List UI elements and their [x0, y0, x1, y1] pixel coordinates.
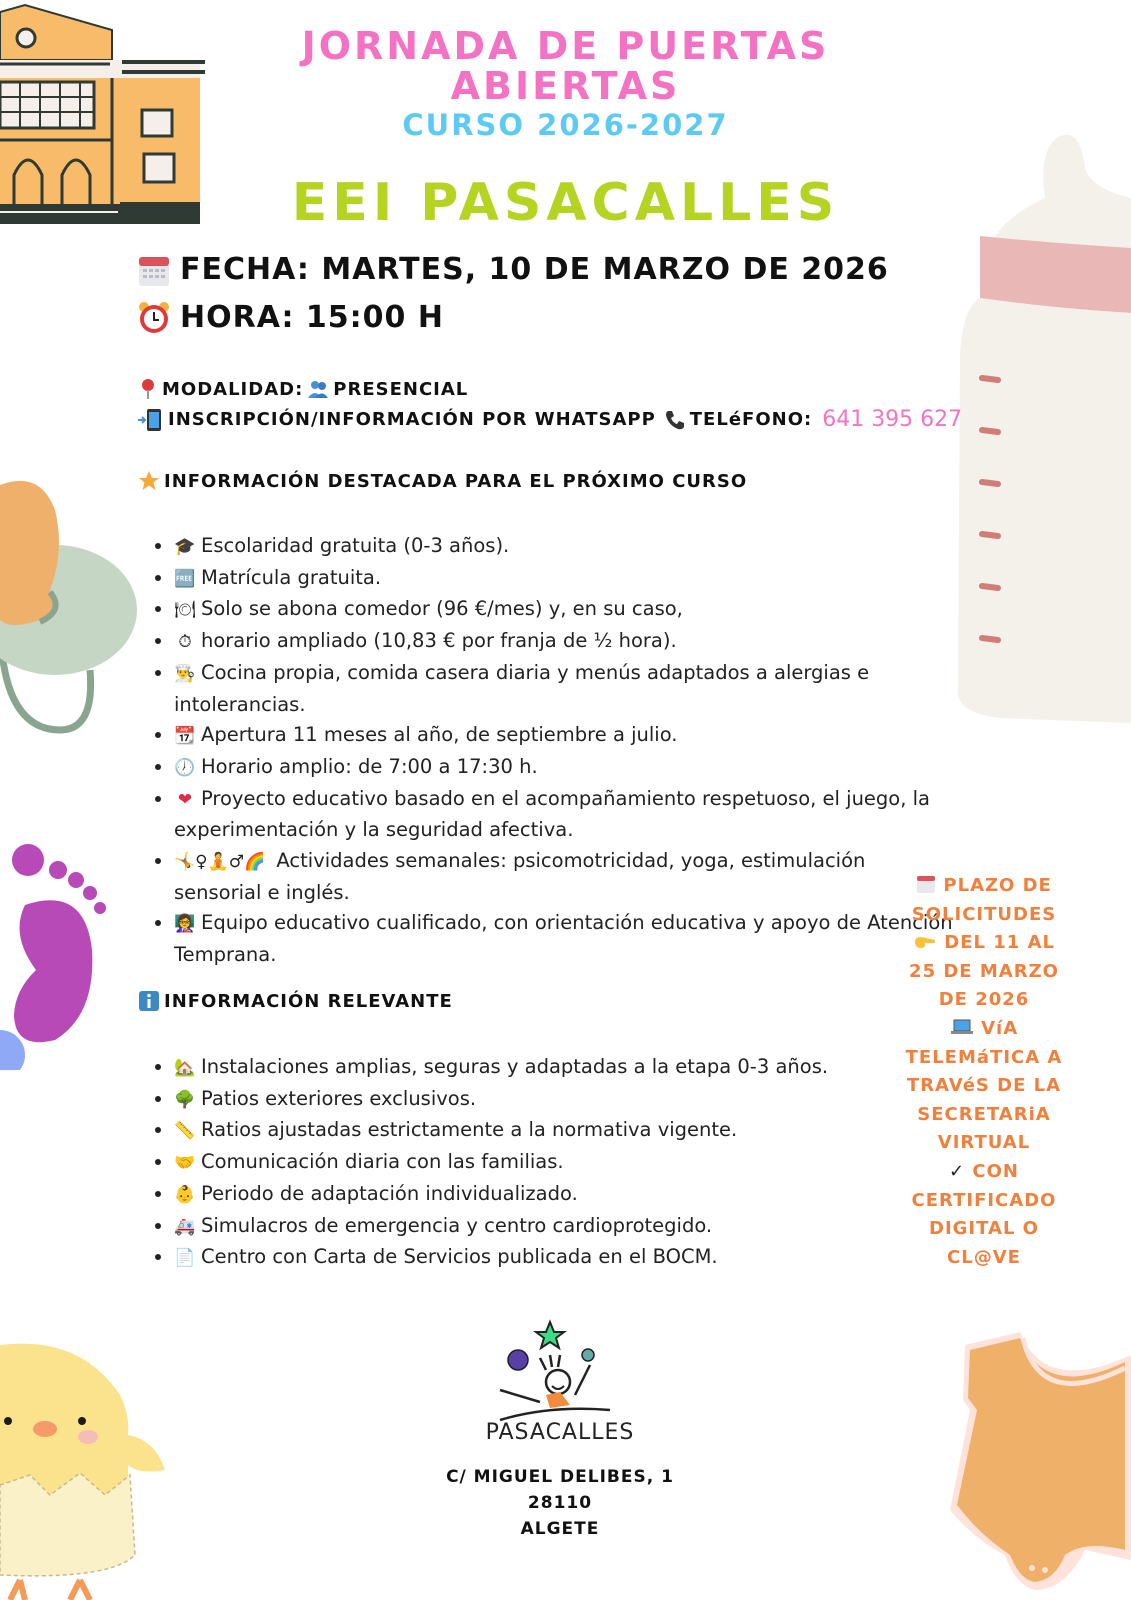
heart-icon: ❤	[177, 789, 193, 810]
highlight-heading-text: INFORMACIÓN DESTACADA PARA EL PRÓXIMO CURSO	[164, 470, 748, 492]
alarm-clock-icon	[138, 301, 170, 335]
inscription-text: INSCRIPCIÓN/INFORMACIÓN POR WHATSAPP	[168, 409, 656, 430]
activities-icons: 🤸♀🧘♂🌈	[174, 852, 266, 873]
school-name: EEI PASACALLES	[291, 173, 840, 233]
calendar-icon	[138, 253, 170, 287]
event-time	[138, 300, 444, 335]
event-date	[138, 252, 889, 287]
address-street: C/ MIGUEL DELIBES, 1	[446, 1467, 674, 1487]
cutlery-icon: 🍽	[174, 600, 196, 621]
list-item	[174, 1115, 874, 1147]
list-item	[174, 908, 954, 970]
ruler-icon: 📏	[174, 1121, 196, 1142]
list-item-text: Instalaciones amplias, seguras y adaptadas a la etapa 0-3 años.	[201, 1055, 829, 1078]
list-item	[174, 1179, 874, 1211]
people-icon	[307, 379, 329, 399]
list-item	[174, 846, 954, 908]
list-item	[174, 531, 954, 563]
list-item	[174, 784, 954, 846]
list-item-text: Simulacros de emergencia y centro cardioprotegido.	[201, 1213, 713, 1237]
document-icon: 📄	[174, 1248, 196, 1269]
pacifier-illustration	[0, 460, 140, 740]
list-item-text: Solo se abona comedor (96 €/mes) y, en su caso,	[201, 597, 683, 621]
list-item	[174, 594, 954, 626]
event-title-line2: ABIERTAS	[450, 64, 681, 108]
list-item-text: Escolaridad gratuita (0-3 años).	[201, 534, 510, 557]
list-item	[174, 1147, 874, 1179]
list-item	[174, 752, 954, 784]
phone-icon	[664, 409, 686, 431]
pin-icon	[138, 378, 158, 400]
baby-footprint-illustration	[0, 840, 110, 1070]
inscription-info	[138, 407, 962, 432]
list-item-text: Matrícula gratuita.	[201, 565, 382, 589]
deadline-dates: DEL 11 AL 25 DE MARZO DE 2026	[909, 932, 1059, 1011]
stopwatch-icon: ⏱	[178, 632, 192, 653]
list-item-text: horario ampliado (10,83 € por franja de ½ hora).	[201, 629, 677, 653]
ambulance-icon: 🚑	[174, 1216, 196, 1237]
list-item-text: Ratios ajustadas estrictamente a la normativa vigente.	[201, 1118, 738, 1142]
checkmark-icon: ✓	[949, 1160, 966, 1182]
application-deadline	[898, 872, 1070, 1272]
event-date-text: FECHA: MARTES, 10 DE MARZO DE 2026	[180, 252, 889, 287]
list-item	[174, 626, 954, 658]
deadline-title: PLAZO DE SOLICITUDES	[911, 875, 1057, 925]
star-icon	[138, 470, 160, 492]
tree-icon: 🌳	[174, 1089, 196, 1110]
info-icon	[138, 990, 160, 1012]
phone-label: TELéFONO:	[689, 409, 813, 430]
modality-value: PRESENCIAL	[333, 378, 469, 400]
calendar-17-icon: 📆	[174, 726, 196, 747]
list-item	[174, 658, 954, 720]
mobile-arrow-icon	[138, 408, 164, 432]
event-title	[0, 26, 1131, 106]
list-item	[174, 1242, 874, 1274]
address-postcode: 28110	[527, 1493, 593, 1513]
relevant-list	[150, 1052, 874, 1274]
list-item	[174, 1084, 874, 1116]
handshake-icon: 🤝	[174, 1153, 196, 1174]
course-year: CURSO 2026-2027	[402, 108, 729, 142]
cook-icon: 👨‍🍳	[174, 663, 196, 684]
relevant-heading	[138, 990, 453, 1012]
logo-text: PASACALLES	[485, 1420, 635, 1445]
laptop-icon	[950, 1018, 974, 1036]
list-item	[174, 1052, 874, 1084]
list-item-text: Actividades semanales: psicomotricidad, yoga, estimulación sensorial e inglés.	[174, 849, 866, 904]
list-item-text: Centro con Carta de Servicios publicada en el BOCM.	[201, 1245, 718, 1269]
list-item-text: Periodo de adaptación individualizado.	[201, 1181, 578, 1205]
list-item-text: Patios exteriores exclusivos.	[201, 1086, 477, 1110]
clock-icon: 🕖	[174, 757, 196, 778]
event-title-line1: JORNADA DE PUERTAS	[301, 24, 830, 68]
list-item	[174, 720, 954, 752]
modality	[138, 378, 468, 400]
house-icon: 🏡	[174, 1058, 196, 1078]
pointing-hand-icon	[913, 934, 937, 950]
list-item-text: Comunicación diaria con las familias.	[201, 1150, 564, 1174]
graduation-cap-icon: 🎓	[174, 537, 196, 557]
phone-number[interactable]: 641 395 627	[822, 407, 963, 432]
school-address	[400, 1464, 720, 1542]
list-item-text: Equipo educativo cualificado, con orientación educativa y apoyo de Atención Temprana.	[174, 911, 953, 967]
free-icon: 🆓	[174, 568, 196, 589]
teacher-icon: 👩‍🏫	[174, 914, 196, 935]
modality-label: MODALIDAD:	[162, 378, 304, 400]
chick-illustration	[0, 1325, 175, 1600]
baby-bodysuit-illustration	[935, 1300, 1131, 1600]
highlight-heading	[138, 470, 747, 492]
relevant-heading-text: INFORMACIÓN RELEVANTE	[164, 990, 453, 1012]
list-item	[174, 1211, 874, 1243]
deadline-requirement: CON CERTIFICADO DIGITAL O CL@VE	[911, 1160, 1057, 1268]
deadline-channel: VíA TELEMáTICA A TRAVéS DE LA SECRETARiA VIRTUAL	[905, 1017, 1063, 1154]
baby-icon: 👶	[174, 1184, 196, 1205]
calendar-icon	[916, 874, 936, 894]
event-time-text: HORA: 15:00 H	[180, 300, 444, 335]
highlight-list	[150, 531, 954, 971]
list-item-text: Horario amplio: de 7:00 a 17:30 h.	[201, 754, 538, 778]
list-item-text: Proyecto educativo basado en el acompañamiento respetuoso, el juego, la experimentación y la seguridad afectiva.	[174, 786, 930, 842]
address-city: ALGETE	[520, 1519, 600, 1539]
list-item	[174, 563, 954, 595]
list-item-text: Apertura 11 meses al año, de septiembre a julio.	[201, 723, 678, 747]
list-item-text: Cocina propia, comida casera diaria y menús adaptados a alergias e intolerancias.	[174, 660, 870, 716]
